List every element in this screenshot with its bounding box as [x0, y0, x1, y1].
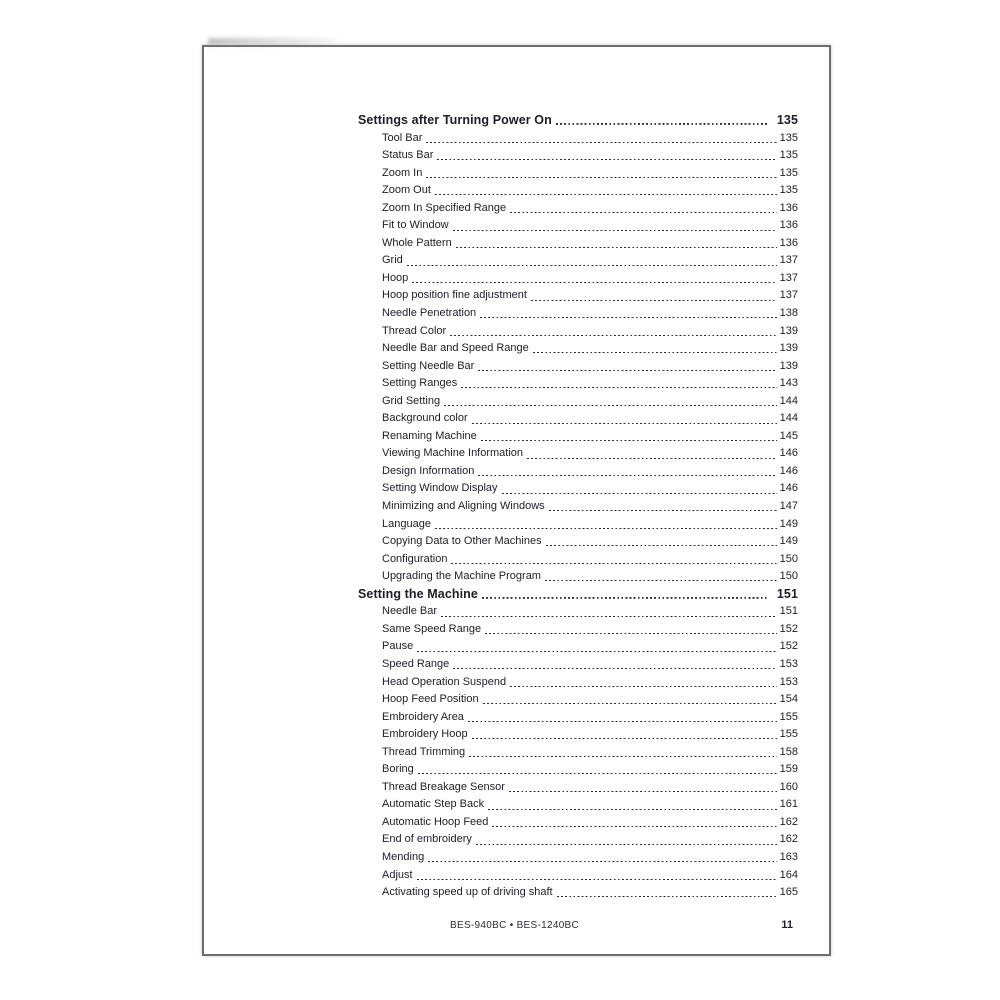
toc-entry-page: 139 — [779, 342, 798, 355]
dot-leader — [418, 761, 777, 775]
toc-entry-page: 149 — [779, 535, 798, 548]
toc-entry-title: Setting the Machine — [358, 586, 478, 601]
toc-entry-title: Status Bar — [382, 149, 434, 162]
toc-entry-title: Pause — [382, 640, 414, 653]
toc-entry-page: 155 — [779, 728, 798, 741]
dot-leader — [407, 252, 777, 266]
toc-entry — [358, 270, 798, 288]
toc-entry — [358, 603, 798, 621]
toc-entry-page: 137 — [779, 254, 798, 267]
toc-entry — [358, 463, 798, 481]
toc-entry-page: 136 — [779, 236, 798, 249]
toc-entry — [358, 147, 798, 165]
dot-leader — [480, 305, 776, 319]
toc-entry — [358, 691, 798, 709]
toc-entry-title: Copying Data to Other Machines — [382, 535, 542, 548]
toc-section-entry — [358, 586, 798, 604]
toc-entry-title: Needle Bar and Speed Range — [382, 342, 529, 355]
toc-entry — [358, 445, 798, 463]
toc-entry-page: 144 — [779, 394, 798, 407]
toc-entry-title: Background color — [382, 412, 468, 425]
toc-entry-title: Boring — [382, 763, 414, 776]
toc-entry-title: Grid — [382, 254, 403, 267]
toc-entry — [358, 252, 798, 270]
toc-entry-title: Activating speed up of driving shaft — [382, 886, 553, 899]
footer-model-text: BES-940BC • BES-1240BC — [450, 920, 580, 931]
toc-entry-page: 139 — [779, 359, 798, 372]
toc-entry-title: Language — [382, 517, 431, 530]
toc-entry — [358, 217, 798, 235]
toc-entry — [358, 287, 798, 305]
dot-leader — [417, 638, 776, 652]
toc-entry-page: 150 — [779, 570, 798, 583]
toc-entry-title: Hoop — [382, 271, 409, 284]
toc-entry-title: Setting Ranges — [382, 377, 458, 390]
toc-entry — [358, 884, 798, 902]
dot-leader — [509, 779, 777, 793]
dot-leader — [472, 726, 777, 740]
dot-leader — [444, 393, 777, 407]
dot-leader — [482, 586, 768, 599]
toc-entry-page: 135 — [776, 113, 798, 127]
toc-entry — [358, 726, 798, 744]
toc-entry — [358, 709, 798, 727]
toc-entry-title: Thread Color — [382, 324, 447, 337]
toc-entry-title: Embroidery Area — [382, 710, 464, 723]
toc-entry-page: 147 — [779, 500, 798, 513]
dot-leader — [450, 323, 776, 337]
toc-entry-title: Mending — [382, 850, 425, 863]
toc-entry-page: 164 — [779, 868, 798, 881]
toc-entry-title: Tool Bar — [382, 131, 423, 144]
toc-entry — [358, 165, 798, 183]
toc-entry-title: Zoom In Specified Range — [382, 201, 507, 214]
toc-entry — [358, 867, 798, 885]
toc-entry — [358, 849, 798, 867]
toc-entry-title: End of embroidery — [382, 833, 472, 846]
toc-entry — [358, 779, 798, 797]
toc-entry-page: 135 — [779, 131, 798, 144]
toc-entry-page: 149 — [779, 517, 798, 530]
dot-leader — [453, 217, 777, 231]
toc-entry-title: Adjust — [382, 868, 413, 881]
toc-entry-title: Setting Needle Bar — [382, 359, 475, 372]
dot-leader — [451, 551, 776, 565]
toc-entry-title: Viewing Machine Information — [382, 447, 524, 460]
toc-entry-title: Thread Breakage Sensor — [382, 780, 505, 793]
toc-entry-page: 163 — [779, 850, 798, 863]
dot-leader — [488, 796, 777, 810]
toc-entry-page: 143 — [779, 377, 798, 390]
dot-leader — [437, 147, 776, 161]
toc-entry-title: Setting Window Display — [382, 482, 498, 495]
toc-entry-page: 136 — [779, 219, 798, 232]
toc-entry-page: 135 — [779, 184, 798, 197]
toc-entry-title: Minimizing and Aligning Windows — [382, 500, 545, 513]
dot-leader — [469, 744, 777, 758]
toc-entry-page: 136 — [779, 201, 798, 214]
toc-entry — [358, 814, 798, 832]
dot-leader — [546, 533, 777, 547]
dot-leader — [478, 463, 776, 477]
toc-entry-title: Head Operation Suspend — [382, 675, 507, 688]
toc-entry-title: Design Information — [382, 464, 475, 477]
toc-entry-page: 159 — [779, 763, 798, 776]
toc-entry-title: Whole Pattern — [382, 236, 452, 249]
toc-entry — [358, 796, 798, 814]
toc-entry — [358, 323, 798, 341]
toc-entry-page: 155 — [779, 710, 798, 723]
document-page — [202, 45, 831, 956]
toc-section-entry — [358, 112, 798, 130]
toc-entry — [358, 638, 798, 656]
dot-leader — [481, 428, 777, 442]
toc-entry — [358, 831, 798, 849]
toc-entry-title: Automatic Hoop Feed — [382, 815, 489, 828]
toc-entry — [358, 375, 798, 393]
toc-entry-title: Settings after Turning Power On — [358, 113, 552, 127]
toc-entry-title: Renaming Machine — [382, 429, 477, 442]
toc-entry — [358, 340, 798, 358]
toc-entry-page: 165 — [779, 886, 798, 899]
dot-leader — [510, 674, 776, 688]
toc-entry — [358, 480, 798, 498]
dot-leader — [502, 480, 777, 494]
toc-entry-page: 151 — [779, 605, 798, 618]
toc-entry-title: Speed Range — [382, 657, 450, 670]
dot-leader — [476, 831, 777, 845]
toc-entry-page: 146 — [779, 447, 798, 460]
toc-entry-page: 135 — [779, 166, 798, 179]
toc-entry-title: Hoop position fine adjustment — [382, 289, 527, 302]
toc-entry — [358, 498, 798, 516]
toc-entry — [358, 130, 798, 148]
toc-entry-title: Zoom Out — [382, 184, 431, 197]
toc-entry-page: 145 — [779, 429, 798, 442]
dot-leader — [426, 130, 776, 144]
dot-leader — [527, 445, 777, 459]
table-of-contents — [358, 112, 798, 902]
toc-entry — [358, 621, 798, 639]
toc-entry-page: 151 — [776, 586, 798, 601]
toc-entry — [358, 235, 798, 253]
toc-entry-page: 152 — [779, 622, 798, 635]
toc-entry — [358, 533, 798, 551]
toc-entry — [358, 182, 798, 200]
toc-entry-page: 153 — [779, 657, 798, 670]
toc-entry — [358, 410, 798, 428]
dot-leader — [478, 358, 776, 372]
toc-entry — [358, 393, 798, 411]
toc-entry-page: 153 — [779, 675, 798, 688]
toc-entry-page: 154 — [779, 693, 798, 706]
dot-leader — [533, 340, 777, 354]
toc-entry-page: 146 — [779, 464, 798, 477]
toc-entry-page: 150 — [779, 552, 798, 565]
dot-leader — [435, 182, 777, 196]
toc-entry-title: Hoop Feed Position — [382, 693, 479, 706]
toc-entry-title: Zoom In — [382, 166, 423, 179]
toc-entry-title: Upgrading the Machine Program — [382, 570, 541, 583]
dot-leader — [417, 867, 777, 881]
toc-entry — [358, 674, 798, 692]
toc-entry-title: Needle Penetration — [382, 307, 477, 320]
footer-page-number: 11 — [781, 919, 793, 931]
toc-entry-page: 139 — [779, 324, 798, 337]
dot-leader — [472, 410, 777, 424]
dot-leader — [549, 498, 777, 512]
dot-leader — [492, 814, 776, 828]
dot-leader — [545, 568, 777, 582]
dot-leader — [483, 691, 777, 705]
dot-leader — [453, 656, 776, 670]
scan-artifact — [208, 38, 336, 45]
dot-leader — [485, 621, 777, 635]
dot-leader — [461, 375, 776, 389]
toc-entry-title: Configuration — [382, 552, 448, 565]
toc-entry-title: Same Speed Range — [382, 622, 482, 635]
toc-entry-page: 137 — [779, 289, 798, 302]
toc-entry-page: 144 — [779, 412, 798, 425]
toc-entry-page: 146 — [779, 482, 798, 495]
dot-leader — [428, 849, 776, 863]
toc-entry — [358, 744, 798, 762]
toc-entry — [358, 358, 798, 376]
toc-entry — [358, 305, 798, 323]
dot-leader — [456, 235, 777, 249]
dot-leader — [441, 603, 777, 617]
toc-entry-title: Automatic Step Back — [382, 798, 485, 811]
dot-leader — [468, 709, 777, 723]
toc-entry — [358, 428, 798, 446]
toc-entry-page: 158 — [779, 745, 798, 758]
toc-entry-page: 160 — [779, 780, 798, 793]
toc-entry-title: Needle Bar — [382, 605, 438, 618]
toc-entry-title: Fit to Window — [382, 219, 449, 232]
toc-entry-page: 135 — [779, 149, 798, 162]
toc-entry — [358, 200, 798, 218]
toc-entry-page: 162 — [779, 815, 798, 828]
toc-entry-title: Embroidery Hoop — [382, 728, 468, 741]
dot-leader — [435, 516, 777, 530]
toc-entry — [358, 568, 798, 586]
toc-entry — [358, 761, 798, 779]
dot-leader — [510, 200, 777, 214]
toc-entry-page: 161 — [779, 798, 798, 811]
toc-entry-title: Thread Trimming — [382, 745, 466, 758]
toc-entry — [358, 656, 798, 674]
toc-entry — [358, 551, 798, 569]
dot-leader — [557, 884, 777, 898]
toc-entry-page: 138 — [779, 307, 798, 320]
dot-leader — [531, 287, 777, 301]
toc-entry-page: 162 — [779, 833, 798, 846]
toc-entry — [358, 516, 798, 534]
toc-entry-title: Grid Setting — [382, 394, 441, 407]
dot-leader — [412, 270, 776, 284]
dot-leader — [556, 112, 768, 125]
toc-entry-page: 137 — [779, 271, 798, 284]
toc-entry-page: 152 — [779, 640, 798, 653]
dot-leader — [426, 165, 776, 179]
